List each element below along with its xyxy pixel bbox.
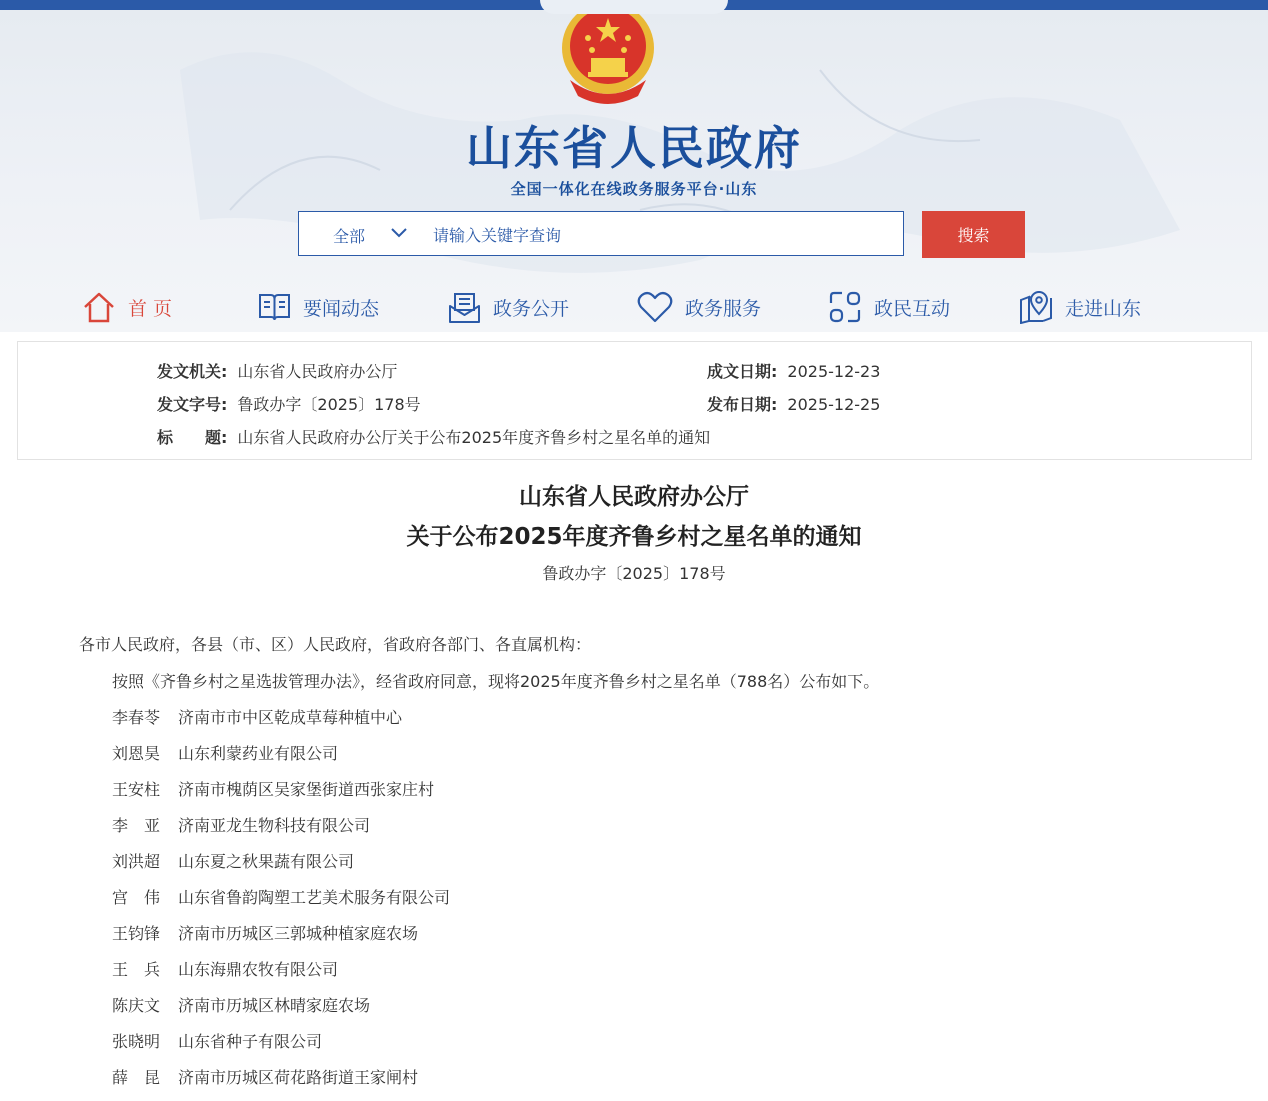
list-item xyxy=(112,705,450,741)
winner-org: 山东海鼎农牧有限公司 xyxy=(178,960,339,979)
article-title-line2: 关于公布2025年度齐鲁乡村之星名单的通知 xyxy=(406,524,862,550)
nav-item-label: 政民互动 xyxy=(874,297,951,320)
nav-item-home[interactable] xyxy=(82,287,172,327)
meta-created xyxy=(707,359,880,382)
article-salutation: 各市人民政府，各县（市、区）人民政府，省政府各部门、各直属机构： xyxy=(79,635,592,654)
book-icon xyxy=(258,291,291,323)
winner-org: 山东省种子有限公司 xyxy=(178,1032,323,1051)
search-box xyxy=(298,211,904,256)
meta-issuer-label: 发文机关: xyxy=(157,362,228,381)
winner-org: 济南市槐荫区吴家堡街道西张家庄村 xyxy=(178,780,435,799)
winner-name: 刘洪超 xyxy=(112,852,161,871)
nav-item-label: 政务服务 xyxy=(685,297,762,320)
site-header xyxy=(0,10,1268,332)
meta-doc-no-value: 鲁政办字〔2025〕178号 xyxy=(237,395,421,414)
winner-org: 济南市历城区三郭城种植家庭农场 xyxy=(178,924,419,943)
search-input[interactable] xyxy=(431,220,885,250)
meta-published-label: 发布日期: xyxy=(707,395,778,414)
meta-title-value: 山东省人民政府办公厅关于公布2025年度齐鲁乡村之星名单的通知 xyxy=(237,428,711,447)
nav-item-interaction[interactable] xyxy=(828,287,950,327)
winner-name: 李 亚 xyxy=(112,816,161,835)
meta-created-label: 成文日期: xyxy=(707,362,778,381)
list-item xyxy=(112,777,450,813)
map-location-icon xyxy=(1019,290,1053,324)
meta-doc-no-label: 发文字号: xyxy=(157,395,228,414)
list-item xyxy=(112,885,450,921)
meta-issuer-value: 山东省人民政府办公厅 xyxy=(237,362,398,381)
meta-title-label: 标 题: xyxy=(157,428,228,447)
list-item xyxy=(112,741,450,777)
meta-title xyxy=(157,425,710,448)
nav-item-gov-open[interactable] xyxy=(448,287,569,327)
winner-name: 李春苓 xyxy=(112,708,161,727)
nav-item-about[interactable] xyxy=(1019,287,1141,327)
list-item xyxy=(112,1029,450,1065)
list-item xyxy=(112,921,450,957)
list-item xyxy=(112,849,450,885)
winner-list xyxy=(112,705,450,1101)
heart-icon xyxy=(637,291,673,323)
top-bar-notch xyxy=(540,0,728,14)
list-item xyxy=(112,993,450,1029)
winner-name: 张晓明 xyxy=(112,1032,161,1051)
winner-name: 王钧锋 xyxy=(112,924,161,943)
document-meta xyxy=(17,341,1252,460)
winner-org: 山东夏之秋果蔬有限公司 xyxy=(178,852,355,871)
list-item xyxy=(112,813,450,849)
list-item xyxy=(112,957,450,993)
winner-name: 王安柱 xyxy=(112,780,161,799)
article-title-line1: 山东省人民政府办公厅 xyxy=(519,484,749,510)
document-icon xyxy=(448,291,481,324)
meta-issuer xyxy=(157,359,397,382)
winner-name: 陈庆文 xyxy=(112,996,161,1015)
article-intro: 按照《齐鲁乡村之星选拔管理办法》，经省政府同意，现将2025年度齐鲁乡村之星名单（788名）公布如下。 xyxy=(112,672,880,691)
meta-published xyxy=(707,392,880,415)
winner-org: 济南亚龙生物科技有限公司 xyxy=(178,816,371,835)
site-subtitle: 全国一体化在线政务服务平台·山东 xyxy=(510,180,758,198)
nav-item-news[interactable] xyxy=(258,287,379,327)
winner-org: 济南市历城区荷花路街道王家闸村 xyxy=(178,1068,419,1087)
meta-created-value: 2025-12-23 xyxy=(787,362,881,381)
winner-name: 刘恩昊 xyxy=(112,744,161,763)
winner-org: 山东省鲁韵陶塑工艺美术服务有限公司 xyxy=(178,888,451,907)
main-nav xyxy=(0,287,1268,332)
winner-org: 山东利蒙药业有限公司 xyxy=(178,744,339,763)
search-scope-select[interactable]: 全部 xyxy=(333,227,366,246)
winner-name: 薛 昆 xyxy=(112,1068,161,1087)
nav-item-label: 要闻动态 xyxy=(303,297,380,320)
meta-published-value: 2025-12-25 xyxy=(787,395,881,414)
interaction-icon xyxy=(828,290,862,324)
winner-org: 济南市市中区乾成草莓种植中心 xyxy=(178,708,403,727)
winner-org: 济南市历城区林晴家庭农场 xyxy=(178,996,371,1015)
nav-item-gov-service[interactable] xyxy=(637,287,761,327)
meta-doc-no xyxy=(157,392,421,415)
article-doc-number: 鲁政办字〔2025〕178号 xyxy=(542,564,726,583)
winner-name: 宫 伟 xyxy=(112,888,161,907)
nav-item-label: 走进山东 xyxy=(1065,297,1142,320)
nav-item-label: 政务公开 xyxy=(493,297,570,320)
chevron-down-icon[interactable] xyxy=(391,227,407,239)
nav-item-label: 首 页 xyxy=(128,297,173,320)
winner-name: 王 兵 xyxy=(112,960,161,979)
home-icon xyxy=(82,290,116,324)
list-item xyxy=(112,1065,450,1101)
search-button[interactable]: 搜索 xyxy=(922,211,1025,258)
site-title: 山东省人民政府 xyxy=(466,121,802,175)
national-emblem xyxy=(558,10,658,105)
